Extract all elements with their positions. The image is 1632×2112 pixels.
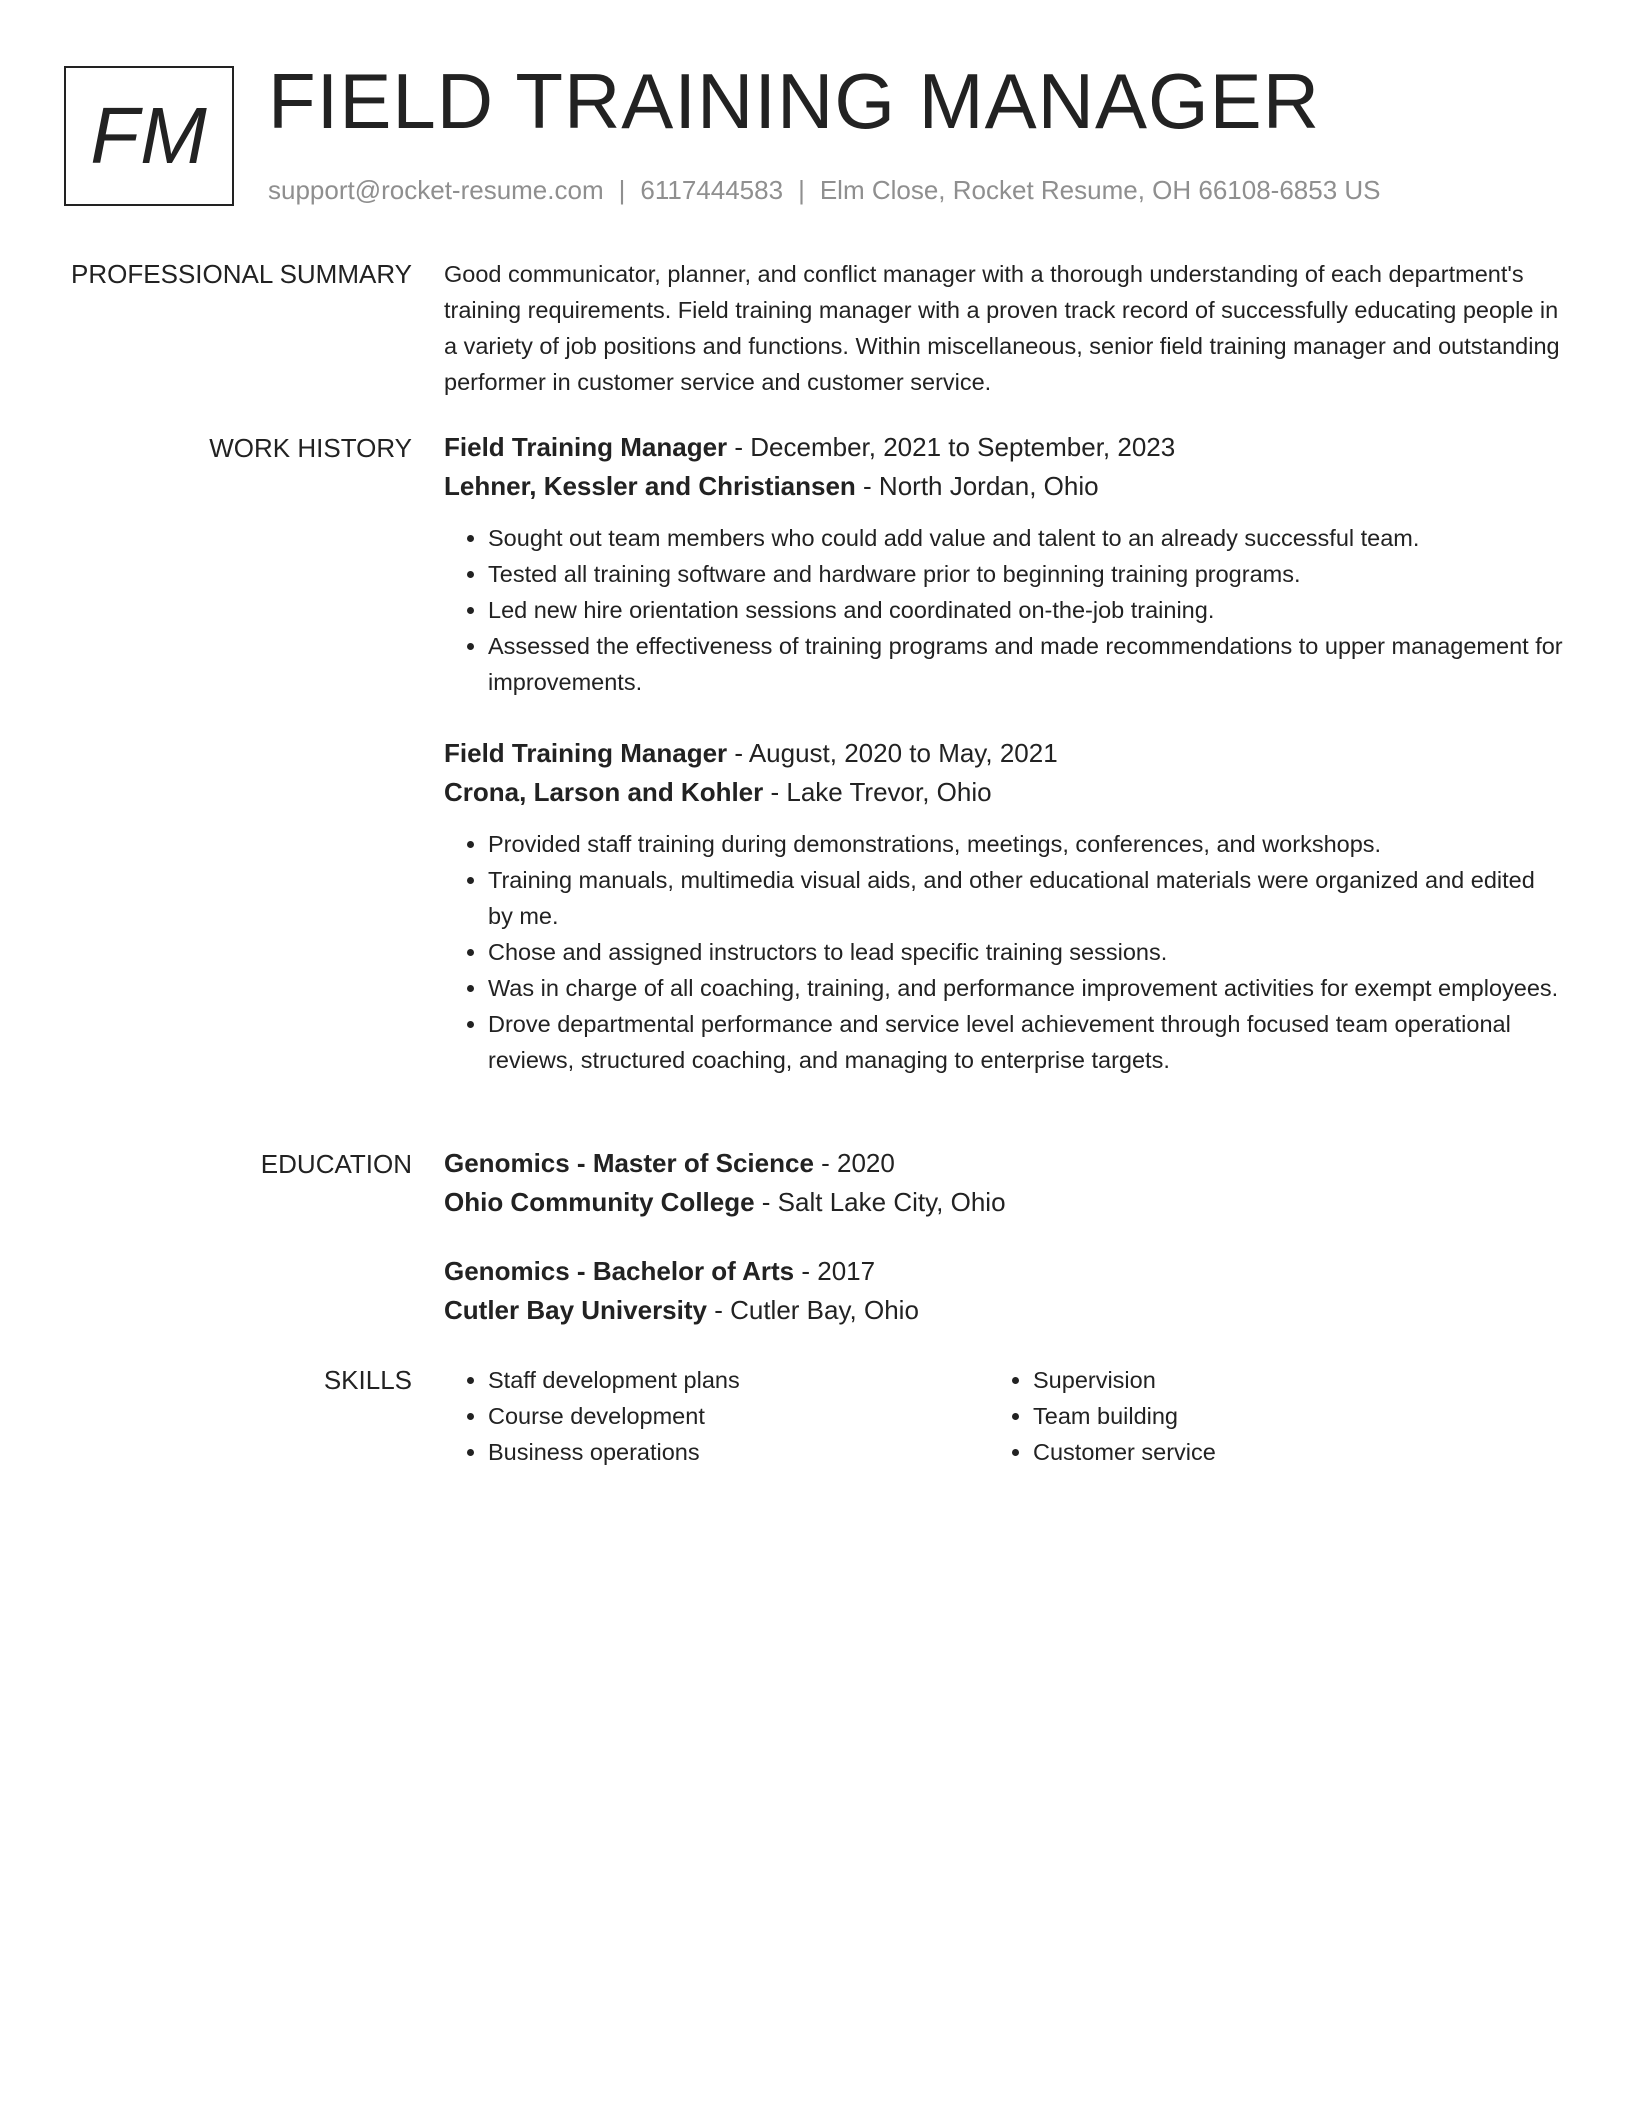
list-item: • Business operations [488, 1434, 989, 1470]
list-item: • Sought out team members who could add value and talent to an already successful team. [488, 520, 1564, 556]
list-item: • Chose and assigned instructors to lead specific training sessions. [488, 934, 1564, 970]
job-company: Lehner, Kessler and Christiansen [444, 471, 856, 501]
school-line [444, 1291, 1564, 1330]
school-name: Ohio Community College [444, 1187, 755, 1217]
education-entry [444, 1252, 1564, 1330]
skills-body [444, 1362, 1564, 1470]
monogram-badge: FM [64, 66, 234, 206]
list-item: • Training manuals, multimedia visual aids, and other educational materials were organized and edited by me. [488, 862, 1564, 934]
job-bullets [444, 826, 1564, 1078]
school-location: - Cutler Bay, Ohio [706, 1295, 919, 1325]
skills-columns [444, 1362, 1544, 1470]
job-entry [444, 428, 1564, 700]
list-item: • Assessed the effectiveness of training programs and made recommendations to upper management for improvements. [488, 628, 1564, 700]
list-item: • Supervision [1033, 1362, 1534, 1398]
list-item: • Course development [488, 1398, 989, 1434]
list-item: • Tested all training software and hardware prior to beginning training programs. [488, 556, 1564, 592]
list-item: • Staff development plans [488, 1362, 989, 1398]
degree-name: Genomics - Bachelor of Arts [444, 1256, 795, 1286]
job-company-line [444, 467, 1564, 506]
section-label-education: EDUCATION [260, 1149, 412, 1179]
school-location: - Salt Lake City, Ohio [754, 1187, 1006, 1217]
job-location: - Lake Trevor, Ohio [763, 777, 992, 807]
section-label-work-history: WORK HISTORY [209, 433, 412, 463]
contact-separator: | [618, 175, 626, 205]
degree-line [444, 1252, 1564, 1291]
school-name: Cutler Bay University [444, 1295, 707, 1325]
contact-separator: | [798, 175, 805, 205]
list-item: • Customer service [1033, 1434, 1534, 1470]
contact-address: Elm Close, Rocket Resume, OH 66108-6853 US [819, 175, 1381, 205]
section-label-summary: PROFESSIONAL SUMMARY [71, 259, 412, 289]
job-entry [444, 734, 1564, 1078]
job-dates: - August, 2020 to May, 2021 [727, 738, 1058, 768]
work-history-body [444, 428, 1564, 1078]
list-item: • Led new hire orientation sessions and coordinated on-the-job training. [488, 592, 1564, 628]
degree-line [444, 1144, 1564, 1183]
job-location: - North Jordan, Ohio [855, 471, 1099, 501]
job-company: Crona, Larson and Kohler [444, 777, 764, 807]
job-title: Field Training Manager [444, 432, 728, 462]
section-label-skills: SKILLS [323, 1365, 412, 1395]
skills-list-right [989, 1362, 1534, 1470]
skills-list-left [444, 1362, 989, 1470]
summary-body [444, 256, 1564, 400]
degree-year: - 2017 [794, 1256, 876, 1286]
summary-text: Good communicator, planner, and conflict manager with a thorough understanding of each department's training requirements. Field training manager with a proven track record of successfully educating people in a variety of job positions and functions. Within miscellaneous, senior field training manager and outstanding performer in customer service and customer service. [444, 261, 1560, 395]
degree-year: - 2020 [813, 1148, 895, 1178]
degree-name: Genomics - Master of Science [444, 1148, 814, 1178]
list-item: • Drove departmental performance and service level achievement through focused team operational reviews, structured coaching, and managing to enterprise targets. [488, 1006, 1564, 1078]
job-company-line [444, 773, 1564, 812]
job-title: Field Training Manager [444, 738, 728, 768]
job-title-line [444, 734, 1564, 773]
page-title: FIELD TRAINING MANAGER [268, 57, 1321, 145]
list-item: • Was in charge of all coaching, training, and performance improvement activities for exempt employees. [488, 970, 1564, 1006]
job-title-line [444, 428, 1564, 467]
job-dates: - December, 2021 to September, 2023 [727, 432, 1176, 462]
contact-phone: 6117444583 [640, 175, 784, 205]
school-line [444, 1183, 1564, 1222]
job-bullets [444, 520, 1564, 700]
contact-line [268, 172, 1381, 208]
list-item: • Team building [1033, 1398, 1534, 1434]
contact-email: support@rocket-resume.com [268, 175, 604, 205]
education-body [444, 1144, 1564, 1330]
education-entry [444, 1144, 1564, 1222]
list-item: • Provided staff training during demonstrations, meetings, conferences, and workshops. [488, 826, 1564, 862]
